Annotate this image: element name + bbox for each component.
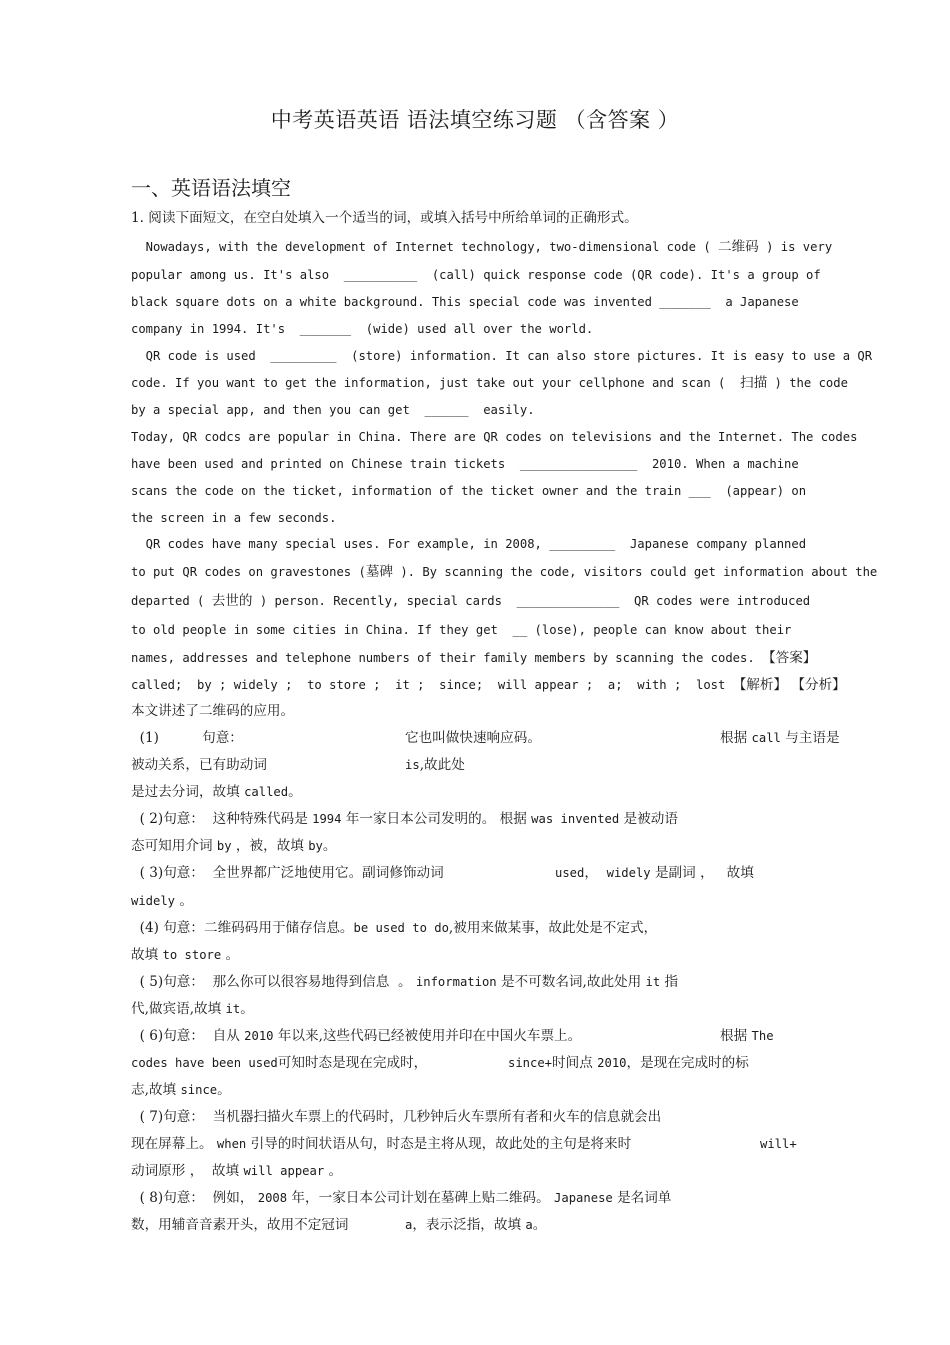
explanation-line: used， widely 是副词 ， 故填 — [555, 865, 754, 881]
explanation-line: (4) 句意：二维码码用于储存信息。be used to do,被用来做某事，故此处是不定式， — [131, 920, 658, 936]
explanation-line: ( 2)句意： 这种特殊代码是 1994 年一家日本公司发明的。 根据 was invented 是被动语 — [131, 811, 678, 827]
passage-line: have been used and printed on Chinese train tickets ________________ 2010. When a machine — [131, 457, 799, 471]
passage-line: scans the code on the ticket, information of the ticket owner and the train ___ (appear) on — [131, 484, 807, 498]
passage-line: Today, QR codcs are popular in China. There are QR codes on televisions and the Internet. The codes — [131, 430, 858, 444]
explanation-line: since+时间点 2010，是现在完成时的标 — [508, 1055, 749, 1071]
explanation-line: ( 5)句意： 那么你可以很容易地得到信息 。 information 是不可数名词,故此处用 it 指 — [131, 974, 679, 990]
passage-line: QR codes have many special uses. For example, in 2008, _________ Japanese company planned — [131, 537, 807, 551]
explanation-line: 代,做宾语,故填 it。 — [131, 1001, 254, 1017]
explanation-line: 它也叫做快速响应码。 — [405, 730, 541, 746]
passage-line: to put QR codes on gravestones (墓碑 ). By scanning the code, visitors could get information about the — [131, 564, 878, 580]
analysis-summary: 本文讲述了二维码的应用。 — [131, 703, 295, 719]
explanation-line: ( 3)句意： 全世界都广泛地使用它。副词修饰动词 — [131, 865, 444, 881]
question-intro: 1. 阅读下面短文，在空白处填入一个适当的词，或填入括号中所给单词的正确形式。 — [131, 210, 638, 226]
explanation-line: ( 8)句意： 例如， 2008 年，一家日本公司计划在墓碑上贴二维码。 Japanese 是名词单 — [131, 1190, 672, 1206]
section-heading: 一、英语语法填空 — [131, 176, 291, 200]
explanation-line: 是过去分词，故填 called。 — [131, 784, 302, 800]
explanation-line: (1) 句意： — [131, 730, 243, 746]
passage-line: names, addresses and telephone numbers of their family members by scanning the codes. 【答案】 — [131, 650, 817, 666]
passage-line: to old people in some cities in China. If they get __ (lose), people can know about their — [131, 623, 792, 637]
explanation-line: 志,故填 since。 — [131, 1082, 231, 1098]
explanation-line: will+ — [760, 1137, 797, 1151]
passage-line: the screen in a few seconds. — [131, 511, 337, 525]
passage-line: Nowadays, with the development of Internet technology, two-dimensional code ( 二维码 ) is very — [131, 239, 833, 255]
analysis-label: 【解析】 【分析】 — [732, 677, 846, 693]
answer-label: 【答案】 — [762, 650, 817, 666]
explanation-line: widely 。 — [131, 893, 193, 909]
explanation-line: 根据 call 与主语是 — [720, 730, 840, 746]
passage-line: QR code is used _________ (store) information. It can also store pictures. It is easy to use a QR — [131, 349, 873, 363]
explanation-line: 根据 The — [720, 1028, 774, 1044]
passage-line: company in 1994. It's _______ (wide) used all over the world. — [131, 322, 594, 336]
answer-line: called; by ; widely ; to store ; it ; since; will appear ; a; with ; lost 【解析】 【分析】 — [131, 677, 846, 693]
explanation-line: 态可知用介词 by ，被，故填 by。 — [131, 838, 337, 854]
explanation-line: 数，用辅音音素开头，故用不定冠词 — [131, 1217, 349, 1233]
explanation-line: ( 7)句意： 当机器扫描火车票上的代码时，几秒钟后火车票所有者和火车的信息就会出 — [131, 1109, 662, 1125]
explanation-line: 故填 to store 。 — [131, 947, 240, 963]
explanation-line: a，表示泛指，故填 a。 — [405, 1217, 547, 1233]
explanation-line: 现在屏幕上。 when 引导的时间状语从句，时态是主将从现，故此处的主句是将来时 — [131, 1136, 632, 1152]
explanation-line: ( 6)句意： 自从 2010 年以来,这些代码已经被使用并印在中国火车票上。 — [131, 1028, 582, 1044]
passage-line: departed ( 去世的 ) person. Recently, special cards ______________ QR codes were introduced — [131, 593, 811, 609]
passage-line: by a special app, and then you can get ______ easily. — [131, 403, 535, 417]
explanation-line: 被动关系，已有助动词 — [131, 757, 267, 773]
passage-line: black square dots on a white background. This special code was invented _______ a Japanese — [131, 295, 799, 309]
page-title: 中考英语英语 语法填空练习题 （含答案 ） — [270, 108, 680, 132]
passage-line: code. If you want to get the information, just take out your cellphone and scan ( 扫描 ) the code — [131, 375, 848, 391]
explanation-line: codes have been used可知时态是现在完成时， — [131, 1055, 428, 1071]
explanation-line: is,故此处 — [405, 757, 465, 773]
passage-line: popular among us. It's also __________ (call) quick response code (QR code). It's a group of — [131, 268, 821, 282]
explanation-line: 动词原形 ， 故填 will appear 。 — [131, 1163, 343, 1179]
